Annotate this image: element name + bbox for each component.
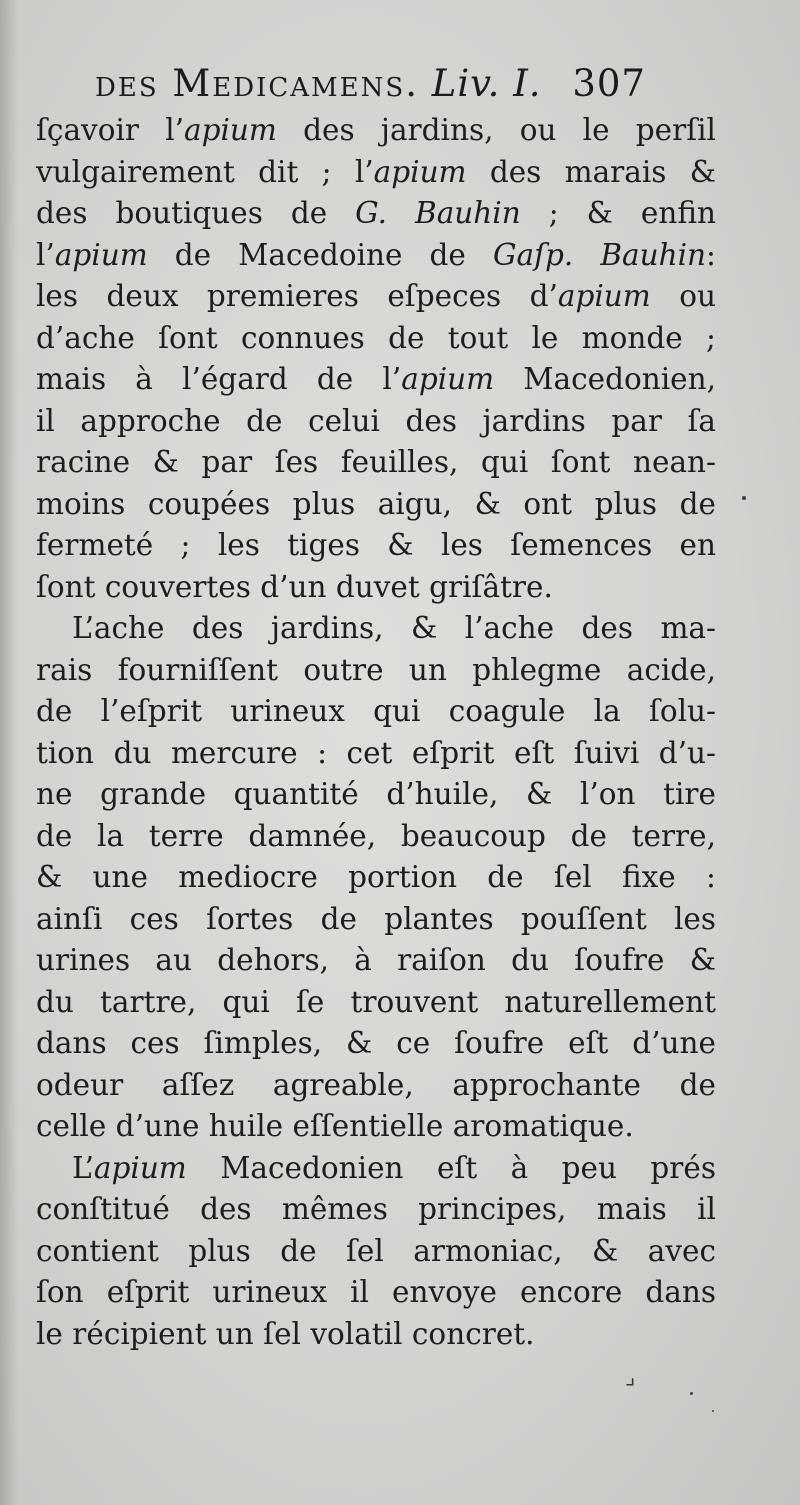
text-line: [36, 401, 716, 443]
text-line: [36, 1314, 716, 1356]
text-line: [36, 1106, 716, 1148]
text-segment: ſont couvertes d’un duvet griſâtre.: [36, 569, 553, 604]
text-line: [36, 318, 716, 360]
text-segment: des jardins, ou le perſil: [276, 113, 716, 147]
italic-segment: G. Bauhin: [355, 196, 521, 230]
text-segment: vulgairement dit ; l’: [36, 154, 374, 189]
text-segment: L’ache des jardins, & l’ache des ma-: [72, 611, 716, 645]
text-segment: il approche de celui des jardins par ſa: [36, 403, 716, 438]
text-segment: Macedonien,: [494, 362, 716, 396]
text-segment: l’: [36, 237, 55, 272]
text-segment: des boutiques de: [36, 196, 356, 230]
text-line: [36, 193, 716, 235]
text-line: [36, 608, 716, 650]
text-segment: des marais &: [466, 154, 716, 189]
text-line: [36, 110, 716, 152]
italic-segment: apium: [54, 237, 148, 272]
italic-segment: apium: [93, 1150, 187, 1185]
text-line: [36, 276, 716, 318]
text-segment: racine & par ſes feuilles, qui ſont nean-: [36, 445, 716, 479]
italic-segment: apium: [373, 154, 467, 189]
body-text: [36, 110, 716, 1355]
text-segment: L’: [72, 1150, 94, 1185]
text-line: [36, 359, 716, 401]
text-segment: ſçavoir l’: [36, 113, 185, 147]
text-segment: ainſi ces ſortes de plantes pouſſent les: [36, 901, 716, 936]
text-segment: ne grande quantité d’huile, & l’on tire: [36, 777, 716, 811]
text-segment: dans ces ſimples, & ce ſoufre eſt d’une: [36, 1026, 716, 1060]
text-line: [36, 1148, 716, 1190]
text-segment: odeur aſſez agreable, approchante de: [36, 1067, 716, 1102]
text-segment: conſtitué des mêmes principes, mais il: [36, 1192, 716, 1226]
text-segment: mais à l’égard de l’: [36, 362, 402, 396]
text-line: [36, 567, 716, 609]
text-line: [36, 857, 716, 899]
italic-segment: apium: [401, 362, 495, 396]
text-segment: ; & enfin: [520, 196, 717, 230]
paper-speck: [690, 1392, 693, 1395]
paper-speck: [712, 1410, 714, 1412]
text-segment: les deux premieres eſpeces d’: [36, 279, 558, 313]
text-line: [36, 235, 716, 277]
running-header: [95, 62, 795, 114]
text-segment: rais fourniſſent outre un phlegme acide,: [36, 652, 716, 687]
text-line: [36, 733, 716, 775]
text-line: [36, 774, 716, 816]
text-line: [36, 525, 716, 567]
text-segment: celle d’une huile eſſentielle aromatique.: [36, 1109, 634, 1143]
text-line: [36, 152, 716, 194]
italic-segment: Gaſp. Bauhin: [492, 237, 707, 272]
text-line: [36, 1272, 716, 1314]
text-line: [36, 940, 716, 982]
text-segment: tion du mercure : cet eſprit eſt ſuivi d’u-: [36, 735, 716, 770]
page-mark: ⌟: [625, 1365, 636, 1390]
text-segment: moins coupées plus aigu, & ont plus de: [36, 486, 716, 521]
text-line: [36, 691, 716, 733]
page-number: 307: [572, 62, 646, 105]
text-line: [36, 1065, 716, 1107]
text-line: [36, 484, 716, 526]
text-line: [36, 442, 716, 484]
text-line: [36, 650, 716, 692]
text-segment: de l’eſprit urineux qui coagule la ſolu-: [36, 694, 716, 728]
text-segment: urines au dehors, à raiſon du ſoufre &: [36, 943, 716, 977]
text-segment: ſon eſprit urineux il envoye encore dans: [36, 1275, 716, 1309]
text-segment: & une mediocre portion de ſel fixe :: [36, 860, 716, 894]
text-segment: le récipient un ſel volatil concret.: [36, 1316, 535, 1351]
italic-segment: apium: [184, 113, 277, 147]
text-segment: fermeté ; les tiges & les ſemences en: [36, 528, 716, 562]
text-segment: ou: [650, 279, 716, 313]
text-line: [36, 1231, 716, 1273]
text-segment: d’ache ſont connues de tout le monde ;: [36, 320, 716, 355]
text-segment: du tartre, qui ſe trouvent naturellement: [36, 984, 716, 1019]
text-segment: de la terre damnée, beaucoup de terre,: [36, 818, 716, 853]
text-line: [36, 816, 716, 858]
italic-segment: apium: [557, 279, 651, 313]
text-segment: Macedonien eſt à peu prés: [186, 1150, 716, 1185]
text-segment: de Macedoine de: [147, 237, 493, 272]
text-line: [36, 982, 716, 1024]
book-number: Liv. I.: [431, 62, 542, 105]
text-segment: :: [706, 237, 716, 272]
text-line: [36, 1189, 716, 1231]
running-title: des Medicamens.: [95, 62, 419, 105]
text-line: [36, 899, 716, 941]
page-edge-shadow: [0, 0, 18, 1505]
text-line: [36, 1023, 716, 1065]
text-segment: contient plus de ſel armoniac, & avec: [36, 1233, 716, 1268]
paper-speck: [742, 496, 746, 500]
